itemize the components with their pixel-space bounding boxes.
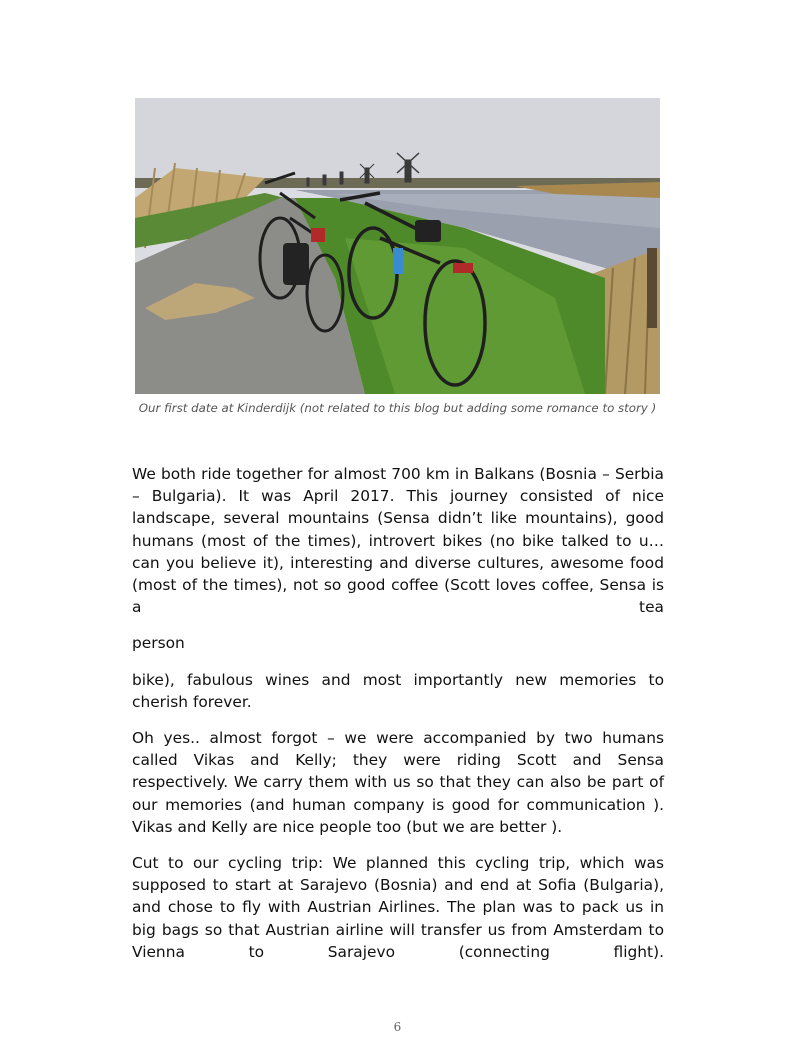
paragraph-1: We both ride together for almost 700 km in Balkans (Bosnia – Serbia – Bulgaria). It was April 2017. This journey consisted of nice landscape, several mountains (Sensa didn’t like mountains), good humans (most of the times), introvert bikes (no bike talked to u…can you believe it), interesting and diverse cultures, awesome food (most of the times), not so good coffee (Scott loves coffee, Sensa is a tea [132, 465, 664, 617]
paragraph-3: bike), fabulous wines and most importantly new memories to cherish forever. [132, 670, 664, 711]
body-text [132, 463, 664, 977]
figure-caption: Our first date at Kinderdijk (not related to this blog but adding some romance to story ) [138, 401, 657, 415]
windmills-bicycles-photo [135, 98, 660, 394]
paragraph-5: Cut to our cycling trip: We planned this cycling trip, which was supposed to start at Sarajevo (Bosnia) and end at Sofia (Bulgaria), and chose to fly with Austrian Airlines. The plan was to pack us in big bags so that Austrian airline will transfer us from Amsterdam to Vienna to Sarajevo (connecting flight). [132, 854, 664, 961]
paragraph-4: Oh yes.. almost forgot – we were accompanied by two humans called Vikas and Kelly; they were riding Scott and Sensa respectively. We carry them with us so that they can also be part of our memories (and human company is good for communication ). Vikas and Kelly are nice people too (but we are better ). [132, 729, 664, 836]
paragraph-2: person [132, 634, 185, 653]
page-number: 6 [393, 1020, 402, 1034]
